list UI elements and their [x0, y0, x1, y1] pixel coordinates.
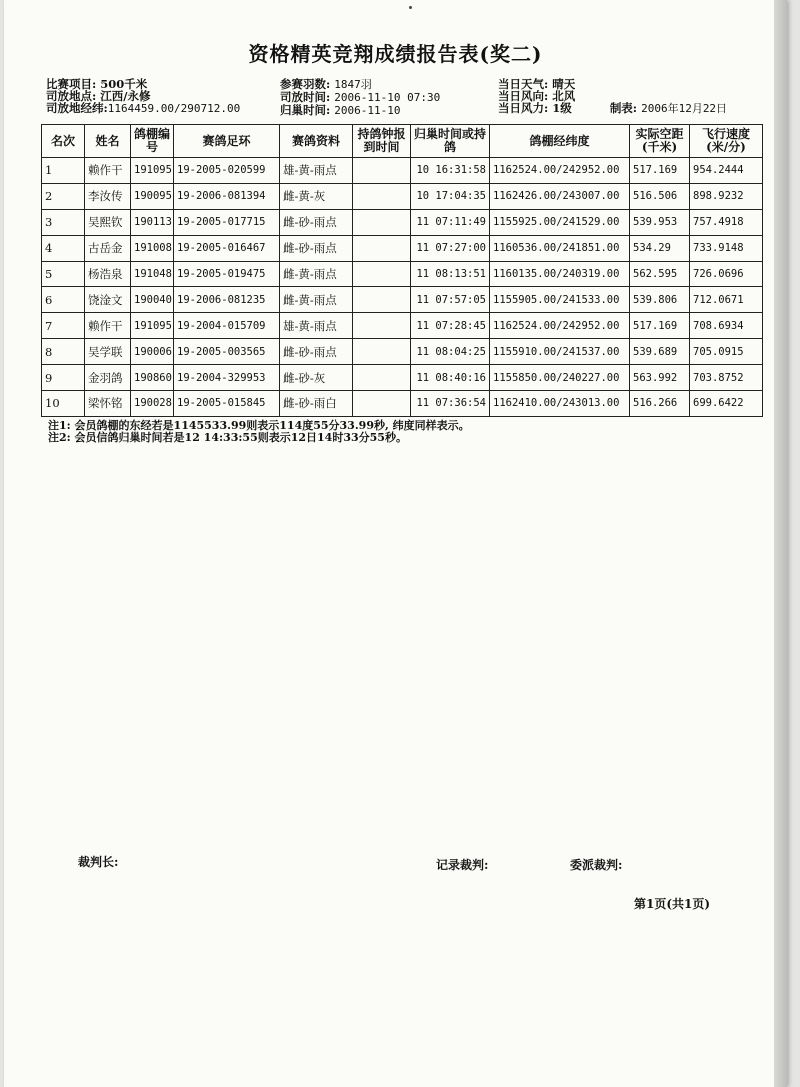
wind-dir-label: 当日风向: — [498, 89, 549, 103]
table-cell: 10 16:31:58 — [411, 158, 490, 184]
release-place-value: 江西/永修 — [100, 89, 151, 103]
table-cell: 11 08:40:16 — [411, 365, 490, 391]
table-cell: 1155905.00/241533.00 — [490, 287, 630, 313]
table-cell: 11 08:13:51 — [411, 261, 490, 287]
table-cell: 饶淦文 — [85, 287, 131, 313]
header-rank: 名次 — [42, 125, 85, 158]
race-item-label: 比赛项目: — [46, 77, 97, 91]
weather-label: 当日天气: — [498, 77, 549, 91]
assigned-judge-signature: 委派裁判: — [570, 858, 623, 872]
table-cell: 1155910.00/241537.00 — [490, 339, 630, 365]
table-row — [42, 235, 763, 261]
table-cell: 吴学联 — [85, 339, 131, 365]
table-cell: 1155925.00/241529.00 — [490, 209, 630, 235]
table-cell: 19-2005-020599 — [174, 158, 280, 184]
table-cell: 雌-黄-雨点 — [280, 261, 353, 287]
header-speed: 飞行速度(米/分) — [690, 125, 763, 158]
table-cell: 11 07:11:49 — [411, 209, 490, 235]
table-cell: 赖作干 — [85, 158, 131, 184]
table-cell: 吴熙钦 — [85, 209, 131, 235]
made-date-label: 制表: — [609, 101, 638, 115]
record-judge-signature: 记录裁判: — [436, 858, 489, 872]
table-cell: 雌-黄-雨点 — [280, 287, 353, 313]
table-cell: 雄-黄-雨点 — [280, 158, 353, 184]
table-cell: 1 — [42, 158, 85, 184]
table-cell: 雌-砂-灰 — [280, 365, 353, 391]
table-cell: 517.169 — [630, 313, 690, 339]
table-cell: 516.266 — [630, 391, 690, 417]
table-cell — [353, 287, 411, 313]
table-row — [42, 365, 763, 391]
table-cell: 954.2444 — [690, 158, 763, 184]
table-cell: 190113 — [131, 209, 174, 235]
table-cell: 757.4918 — [690, 209, 763, 235]
wind-dir-value: 北风 — [552, 89, 576, 103]
table-cell: 梁怀铭 — [85, 391, 131, 417]
table-cell: 雌-砂-雨白 — [280, 391, 353, 417]
table-cell: 712.0671 — [690, 287, 763, 313]
header-coords: 鸽棚经纬度 — [490, 125, 630, 158]
table-cell: 11 07:36:54 — [411, 391, 490, 417]
table-cell: 898.9232 — [690, 183, 763, 209]
table-cell: 古岳金 — [85, 235, 131, 261]
table-cell: 708.6934 — [690, 313, 763, 339]
table-cell: 雌-砂-雨点 — [280, 209, 353, 235]
note-1: 注1: 会员鸽棚的东经若是1145533.99则表示114度55分33.99秒, 纬度同样表示。 — [48, 419, 470, 432]
table-cell: 5 — [42, 261, 85, 287]
scan-speck — [409, 6, 412, 9]
note-2: 注2: 会员信鸽归巢时间若是12 14:33:55则表示12日14时33分55秒。 — [48, 431, 407, 444]
return-time-label: 归巢时间: — [280, 103, 331, 117]
release-coords-value: 1164459.00/290712.00 — [107, 102, 241, 115]
table-cell: 191095 — [131, 313, 174, 339]
table-header-row — [42, 125, 763, 158]
table-cell: 19-2004-329953 — [174, 365, 280, 391]
table-cell: 19-2005-019475 — [174, 261, 280, 287]
table-cell: 539.953 — [630, 209, 690, 235]
table-cell: 李汝传 — [85, 183, 131, 209]
return-time-value: 2006-11-10 — [334, 104, 401, 117]
release-time-label: 司放时间: — [280, 90, 331, 104]
table-cell: 10 — [42, 391, 85, 417]
table-cell: 杨浩泉 — [85, 261, 131, 287]
table-cell: 7 — [42, 313, 85, 339]
table-cell: 1162410.00/243013.00 — [490, 391, 630, 417]
table-cell: 11 07:28:45 — [411, 313, 490, 339]
table-cell: 516.506 — [630, 183, 690, 209]
table-cell — [353, 183, 411, 209]
table-cell — [353, 391, 411, 417]
birds-label: 参赛羽数: — [280, 77, 331, 91]
header-return-time: 归巢时间或持鸽 — [411, 125, 490, 158]
table-row — [42, 158, 763, 184]
table-cell: 190028 — [131, 391, 174, 417]
table-cell: 539.689 — [630, 339, 690, 365]
release-coords-label: 司放地经纬: — [46, 101, 108, 115]
table-cell: 19-2005-016467 — [174, 235, 280, 261]
made-date-value: 2006年12月22日 — [641, 102, 728, 115]
table-row — [42, 339, 763, 365]
table-cell: 雄-黄-雨点 — [280, 313, 353, 339]
table-cell: 2 — [42, 183, 85, 209]
table-cell: 9 — [42, 365, 85, 391]
table-cell: 雌-黄-灰 — [280, 183, 353, 209]
table-cell: 1162426.00/243007.00 — [490, 183, 630, 209]
table-cell: 赖作干 — [85, 313, 131, 339]
table-cell: 6 — [42, 287, 85, 313]
table-cell: 19-2005-015845 — [174, 391, 280, 417]
table-cell — [353, 261, 411, 287]
table-cell: 191048 — [131, 261, 174, 287]
table-cell: 190095 — [131, 183, 174, 209]
table-cell: 190860 — [131, 365, 174, 391]
table-cell: 雌-砂-雨点 — [280, 339, 353, 365]
table-cell: 4 — [42, 235, 85, 261]
table-cell: 190006 — [131, 339, 174, 365]
table-row — [42, 391, 763, 417]
table-cell — [353, 313, 411, 339]
table-cell: 1162524.00/242952.00 — [490, 158, 630, 184]
table-row — [42, 209, 763, 235]
table-row — [42, 183, 763, 209]
table-cell: 19-2005-017715 — [174, 209, 280, 235]
table-cell: 1160536.00/241851.00 — [490, 235, 630, 261]
table-cell: 19-2005-003565 — [174, 339, 280, 365]
table-cell: 562.595 — [630, 261, 690, 287]
table-cell: 11 07:27:00 — [411, 235, 490, 261]
table-cell: 11 07:57:05 — [411, 287, 490, 313]
info-block-right — [498, 78, 727, 115]
header-distance: 实际空距(千米) — [630, 125, 690, 158]
table-cell — [353, 365, 411, 391]
chief-judge-signature: 裁判长: — [78, 855, 119, 869]
birds-value: 1847羽 — [334, 78, 372, 91]
table-cell: 517.169 — [630, 158, 690, 184]
table-cell: 191095 — [131, 158, 174, 184]
table-cell: 563.992 — [630, 365, 690, 391]
info-block-middle — [280, 78, 440, 117]
table-row — [42, 313, 763, 339]
table-cell: 金羽鸽 — [85, 365, 131, 391]
table-cell: 733.9148 — [690, 235, 763, 261]
table-cell — [353, 235, 411, 261]
table-cell: 703.8752 — [690, 365, 763, 391]
release-time-value: 2006-11-10 07:30 — [334, 91, 441, 104]
table-row — [42, 261, 763, 287]
release-place-label: 司放地点: — [46, 89, 97, 103]
table-cell: 雌-砂-雨点 — [280, 235, 353, 261]
page-edge-shadow — [774, 0, 787, 1087]
page-number: 第1页(共1页) — [634, 897, 711, 911]
info-block-left — [46, 78, 240, 115]
table-cell: 19-2006-081394 — [174, 183, 280, 209]
table-cell: 3 — [42, 209, 85, 235]
table-cell — [353, 339, 411, 365]
table-cell: 19-2006-081235 — [174, 287, 280, 313]
wind-force-label: 当日风力: — [498, 101, 549, 115]
table-cell: 726.0696 — [690, 261, 763, 287]
table-cell: 10 17:04:35 — [411, 183, 490, 209]
header-clock-time: 持鸽钟报到时间 — [353, 125, 411, 158]
race-item-value: 500千米 — [100, 77, 148, 91]
table-cell — [353, 209, 411, 235]
header-pigeon-info: 赛鸽资料 — [280, 125, 353, 158]
table-cell: 190040 — [131, 287, 174, 313]
table-cell: 705.0915 — [690, 339, 763, 365]
report-title: 资格精英竞翔成绩报告表(奖二) — [248, 42, 543, 66]
notes-block — [48, 420, 470, 444]
table-cell: 534.29 — [630, 235, 690, 261]
table-cell: 8 — [42, 339, 85, 365]
header-ring: 赛鸽足环 — [174, 125, 280, 158]
document-page — [4, 0, 787, 1087]
table-row — [42, 287, 763, 313]
header-loft-id: 鸽棚编号 — [131, 125, 174, 158]
results-table — [41, 124, 763, 417]
header-name: 姓名 — [85, 125, 131, 158]
table-cell: 1162524.00/242952.00 — [490, 313, 630, 339]
wind-force-value: 1级 — [552, 101, 572, 115]
table-cell — [353, 158, 411, 184]
table-cell: 11 08:04:25 — [411, 339, 490, 365]
table-cell: 699.6422 — [690, 391, 763, 417]
table-cell: 19-2004-015709 — [174, 313, 280, 339]
table-cell: 191008 — [131, 235, 174, 261]
weather-value: 晴天 — [552, 77, 576, 91]
table-cell: 1160135.00/240319.00 — [490, 261, 630, 287]
table-cell: 1155850.00/240227.00 — [490, 365, 630, 391]
table-cell: 539.806 — [630, 287, 690, 313]
